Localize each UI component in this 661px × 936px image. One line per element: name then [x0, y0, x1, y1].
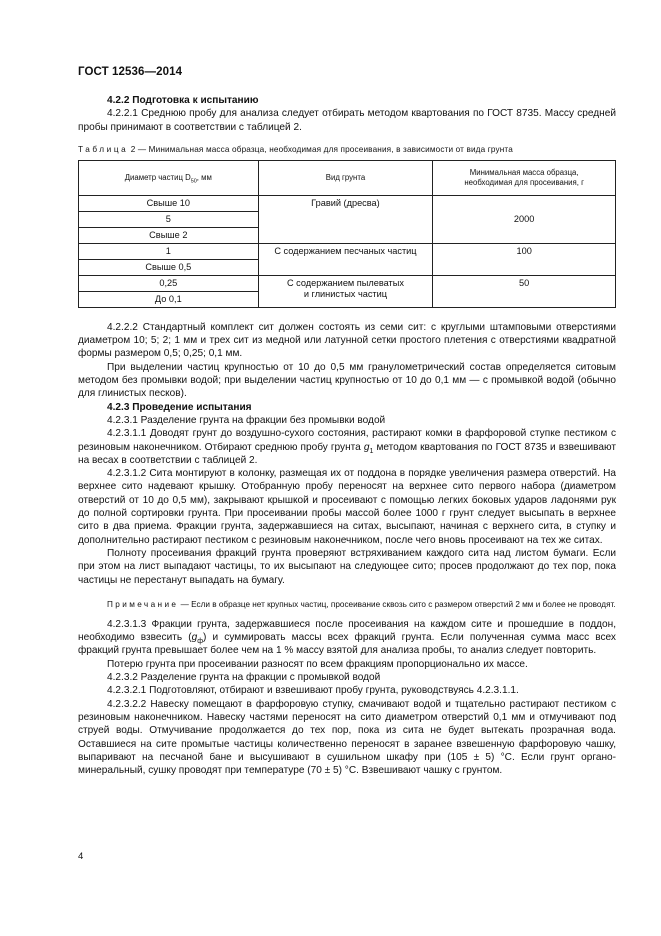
table-row: [79, 275, 616, 291]
page-number: 4: [78, 851, 84, 862]
paragraph-4-2-3-1-3: [78, 618, 616, 658]
table-cell: С содержанием песчаных частиц: [258, 243, 433, 275]
paragraph-4-2-3-2-2: 4.2.3.2.2 Навеску помещают в фарфоровую ступку, смачивают водой и тщательно растирают пестиком с резиновым наконечником. Навеску частями переносят на сито диаметром отверстий 0,1 мм и отмучивают под струей воды. Отмучивание продолжается до тех пор, пока из сита не будет вытекать прозрачная вода. Оставшиеся на сите промытые частицы количественно переносят в заранее взвешенную фарфоровую чашку, выпаривают на песчаной бане и высушивают в сушильном шкафу при (105 ± 5) °С. Если грунт органо-минеральный, сушку проводят при температуре (70 ± 5) °С. Взвешивают чашку с грунтом.: [78, 698, 616, 777]
note: [78, 599, 616, 610]
table-caption-text: 2 — Минимальная масса образца, необходимая для просеивания, в зависимости от вида грунта: [130, 144, 513, 154]
soil-type-line2: и глинистых частиц: [303, 289, 388, 300]
document-body: [78, 94, 616, 777]
col-header-soil-type: Вид грунта: [258, 160, 433, 195]
table-cell: 50: [433, 275, 616, 307]
p42311-text-a: 4.2.3.1.1 Доводят грунт до воздушно-сухого состояния, растирают комки в фарфоровой ступке пестиком с резиновым наконечником. Отбирают среднюю пробу грунта: [78, 428, 616, 453]
table-header-row: [79, 160, 616, 195]
table-cell: [258, 275, 433, 307]
table-cell: 1: [79, 243, 259, 259]
paragraph-sieve-method: При выделении частиц крупностью от 10 до 0,5 мм гранулометрический состав определяется ситовым методом без промывки водой; при выделении частиц крупностью от 10 до 0,1 мм — с промывкой водой (обычно для глинистых песков).: [78, 361, 616, 400]
col1-head-subscript: 50: [190, 178, 197, 185]
variable-g: g: [363, 441, 370, 453]
section-4-2-3-title: 4.2.3 Проведение испытания: [107, 401, 252, 413]
table-cell: Свыше 0,5: [79, 259, 259, 275]
table-cell: До 0,1: [79, 291, 259, 307]
paragraph-sieving-completeness: Полноту просеивания фракций грунта проверяют встряхиванием каждого сита над листом бумаги. Если при этом на лист выпадают частицы, то их высыпают на следующее сито; просев продолжают до тех пор, пока частицы не перестанут выпадать на бумагу.: [78, 547, 616, 586]
p42313-text-b: ) и суммировать массы всех фракций грунта. Если полученная сумма масс всех фракций грунта превышает более чем на 1 % массу взятой для анализа пробы, то анализ следует повторить.: [78, 632, 616, 657]
paragraph-4-2-3-1-1: [78, 427, 616, 467]
table-caption-word: Таблица: [78, 144, 129, 154]
paragraph-4-2-3-2-1: 4.2.3.2.1 Подготовляют, отбирают и взвешивают пробу грунта, руководствуясь 4.2.3.1.1.: [107, 685, 519, 697]
col-header-particle-diameter: [79, 160, 259, 195]
paragraph-4-2-3-1: 4.2.3.1 Разделение грунта на фракции без промывки водой: [107, 414, 386, 426]
table-cell: 2000: [433, 195, 616, 243]
col1-head-text: Диаметр частиц D: [124, 172, 191, 182]
soil-type-line1: С содержанием пылеватых: [286, 277, 404, 288]
table-row: [79, 195, 616, 211]
col3-head-line1: Минимальная масса образца,: [469, 167, 579, 177]
variable-subscript: ф: [197, 638, 204, 646]
p42313-text-a: 4.2.3.1.3 Фракции грунта, задержавшиеся после просеивания на каждом сите и прошедшие в поддон, необходимо взвесить (: [78, 618, 616, 644]
table-cell: 0,25: [79, 275, 259, 291]
paragraph-4-2-2-2: 4.2.2.2 Стандартный комплект сит должен состоять из семи сит: с круглыми штамповыми отверстиями диаметром 10; 5; 2; 1 мм и трех сит из медной или латунной сетки простого плетения с отверстиями квадратной формы размером 0,5; 0,25; 0,1 мм.: [78, 321, 616, 360]
paragraph-4-2-3-2: 4.2.3.2 Разделение грунта на фракции с промывкой водой: [107, 672, 381, 684]
table-row: [79, 243, 616, 259]
table-cell: 100: [433, 243, 616, 275]
paragraph-soil-loss: Потерю грунта при просеивании разносят по всем фракциям пропорционально их массе.: [107, 658, 528, 670]
paragraph-4-2-2-1: 4.2.2.1 Среднюю пробу для анализа следует отбирать методом квартования по ГОСТ 8735. Массу средней пробы принимают в соответствии с таблицей 2.: [78, 108, 616, 133]
col3-head-line2: необходимая для просеивания, г: [464, 177, 584, 187]
variable-g: g: [191, 632, 198, 644]
p42311-text-b: методом квартования по ГОСТ 8735 и взвешивают на весах в соответствии с таблицей 2.: [78, 441, 617, 466]
table-cell: Свыше 10: [79, 195, 259, 211]
col1-head-unit: , мм: [196, 172, 212, 182]
table-cell: 5: [79, 211, 259, 227]
note-word: Примечание: [107, 599, 179, 609]
document-code-header: ГОСТ 12536—2014: [78, 66, 183, 78]
paragraph-4-2-3-1-2: 4.2.3.1.2 Сита монтируют в колонку, размещая их от поддона в порядке увеличения размера отверстий. На верхнее сито надевают крышку. Отобранную пробу переносят на верхнее сито первого набора (диаметром отверстий от 10 до 0,5 мм), закрывают крышкой и просеивают с помощью легких боковых ударов ладонями рук до полной сортировки грунта. При просеивании пробы массой более 1000 г грунт следует высыпать в верхнее сито в два приема. Фракции грунта, задержавшиеся на ситах, высыпают, начиная с верхнего сита, в ступку и дополнительно растирают пестиком с резиновым наконечником, после чего вновь просеивают на тех же ситах.: [78, 468, 616, 546]
table-2: [78, 160, 616, 308]
section-4-2-2-title: 4.2.2 Подготовка к испытанию: [107, 95, 259, 106]
table-cell: Свыше 2: [79, 227, 259, 243]
table-cell: Гравий (дресва): [258, 195, 433, 243]
col-header-min-mass: [433, 160, 616, 195]
table-2-caption: [78, 144, 616, 155]
note-text: — Если в образце нет крупных частиц, просеивание сквозь сито с размером отверстий 2 мм и более не проводят.: [178, 599, 616, 609]
variable-subscript: 1: [369, 447, 374, 455]
